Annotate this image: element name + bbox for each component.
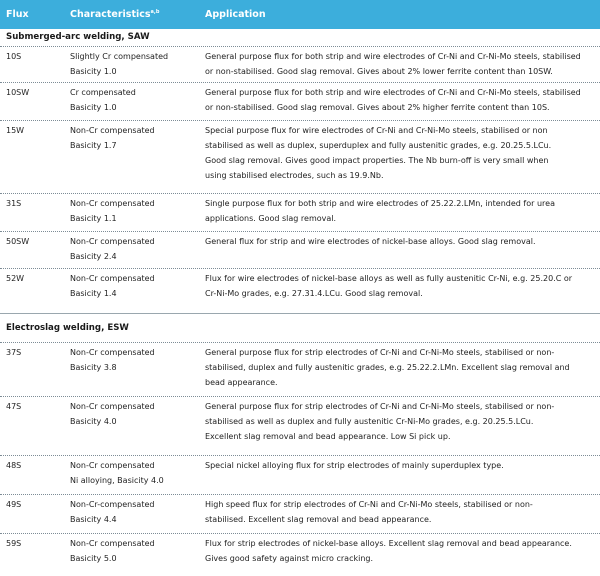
table-row: 15W Non-Cr compensated Basicity 1.7 Special purpose flux for wire electrodes of Cr-Ni and Cr-Ni-Mo steels, stabilised or non stabilised as well as duplex, superduplex and fully austenitic grades, e.g. 20.25.5.LCu. Good slag removal. Gives good impact properties. The Nb burn-off is very small when using stabilised electrodes, such as 19.9.Nb. <box>0 120 600 189</box>
table-row: 31S Non-Cr compensated Basicity 1.1 Single purpose flux for both strip and wire electrodes of 25.22.2.LMn, intended for urea applications. Good slag removal. <box>0 193 600 228</box>
table-row: 48S Non-Cr compensated Ni alloying, Basicity 4.0 Special nickel alloying flux for strip electrodes of mainly superduplex type. <box>0 455 600 492</box>
table-row: 52W Non-Cr compensated Basicity 1.4 Flux for wire electrodes of nickel-base alloys as well as fully austenitic Cr-Ni, e.g. 25.20.C or Cr-Ni-Mo grades, e.g. 27.31.4.LCu. Good slag removal. <box>0 268 600 309</box>
flux-table: Flux Characteristics$^{a,b}$ Application Submerged-arc welding, SAW 10S Slightly Cr compensated Basicity 1.0 General purpose flux for both strip and wire electrodes of Cr-Ni and Cr-Ni-Mo steels, stabilised or non-stabilised. Good slag removal. Gives about 2% lower ferrite content than 10SW. 10SW Cr compensated Basicity 1.0 General purpose flux for both strip and wire electrodes of Cr-Ni and Cr-Ni-Mo steels, stabilised or non-stabilised. Good slag removal. Gives about 2% higher ferrite content than 10S. 15W Non-Cr compensated Basicity 1.7 Special purpose flux for wire electrodes of Cr-Ni and Cr-Ni-Mo steels, stabilised or non stabilised as well as duplex, superduplex and fully austenitic grades, e.g. 20.25.5.LCu. Good slag removal. Gives good impact properties. The Nb burn-off is very small when using stabilised electrodes, such as 19.9.Nb. 31S Non-Cr compensated Basicity 1.1 Single purpose flux for both strip and wire electrodes of 25.22.2.LMn, intended for urea applications. Good slag removal. 50SW Non-Cr compensated Basicity 2.4 General flux for strip and wire electrodes of nickel-base alloys. Good slag removal. 52W Non-Cr compensated Basicity 1.4 Flux for wire electrodes of nickel-base alloys as well as fully austenitic Cr-Ni, e.g. 25.20.C or Cr-Ni-Mo grades, e.g. 27.31.4.LCu. Good slag removal. Electroslag welding, ESW 37S Non-Cr compensated Basicity 3.8 General purpose flux for strip electrodes of Cr-Ni and Cr-Ni-Mo steels, stabilised or non- stabilised, duplex and fully austenitic grades, e.g. 25.22.2.LMn. Excellent slag removal and bead appearance. 47S Non-Cr compensated Basicity 4.0 General purpose flux for strip electrodes of Cr-Ni and Cr-Ni-Mo steels, stabilised or non- stabilised as well as duplex and fully austenitic Cr-Ni-Mo grades, e.g. 20.25.5.LCu. Excellent slag removal and bead appearance. Low Si pick up. 48S Non-Cr compensated Ni alloying, Basicity 4.0 Special nickel alloying flux for strip electrodes of mainly superduplex type. 49S Non-Cr-compensated Basicity 4.4 High speed flux for strip electrodes of Cr-Ni and Cr-Ni-Mo steels, stabilised or non- stabilised. Excellent slag removal and bead appearance. 59S Non-Cr compensated Basicity 5.0 Flux for strip electrodes of nickel-base alloys. Excellent slag removal and bead appearance. Gives good safety against micro cracking. <box>0 0 600 576</box>
header-flux: Flux <box>6 9 29 20</box>
table-row: 10SW Cr compensated Basicity 1.0 General purpose flux for both strip and wire electrodes of Cr-Ni and Cr-Ni-Mo steels, stabilised or non-stabilised. Good slag removal. Gives about 2% higher ferrite content than 10S. <box>0 82 600 117</box>
table-row: 49S Non-Cr-compensated Basicity 4.4 High speed flux for strip electrodes of Cr-Ni and Cr-Ni-Mo steels, stabilised or non- stabilised. Excellent slag removal and bead appearance. <box>0 494 600 531</box>
table-row: 37S Non-Cr compensated Basicity 3.8 General purpose flux for strip electrodes of Cr-Ni and Cr-Ni-Mo steels, stabilised or non- stabilised, duplex and fully austenitic grades, e.g. 25.22.2.LMn. Excellent slag removal and bead appearance. <box>0 342 600 393</box>
header-characteristics: Characteristics$^{a,b}$ <box>70 8 160 21</box>
table-header <box>0 0 600 29</box>
table-row: 10S Slightly Cr compensated Basicity 1.0 General purpose flux for both strip and wire electrodes of Cr-Ni and Cr-Ni-Mo steels, stabilised or non-stabilised. Good slag removal. Gives about 2% lower ferrite content than 10SW. <box>0 46 600 79</box>
section-divider <box>0 313 600 314</box>
header-application: Application <box>205 9 266 20</box>
table-row: 50SW Non-Cr compensated Basicity 2.4 General flux for strip and wire electrodes of nickel-base alloys. Good slag removal. <box>0 231 600 266</box>
table-row: 47S Non-Cr compensated Basicity 4.0 General purpose flux for strip electrodes of Cr-Ni and Cr-Ni-Mo steels, stabilised or non- stabilised as well as duplex and fully austenitic Cr-Ni-Mo grades, e.g. 20.25.5.LCu. Excellent slag removal and bead appearance. Low Si pick up. <box>0 396 600 449</box>
table-row: 59S Non-Cr compensated Basicity 5.0 Flux for strip electrodes of nickel-base alloys. Excellent slag removal and bead appearance. Gives good safety against micro cracking. <box>0 533 600 574</box>
